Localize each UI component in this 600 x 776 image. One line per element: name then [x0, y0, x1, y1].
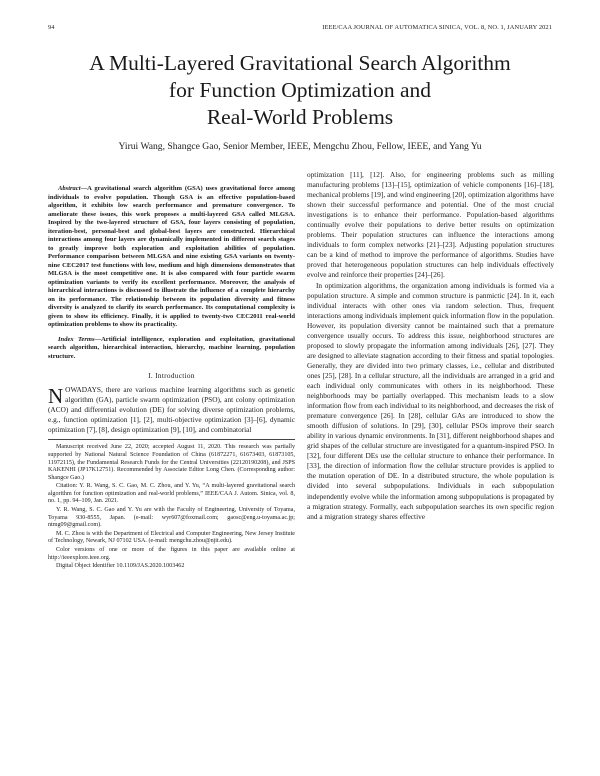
right-column [307, 170, 554, 522]
author-list: Yirui Wang, Shangce Gao, Senior Member, IEEE, Mengchu Zhou, Fellow, IEEE, and Yang Yu [118, 141, 482, 152]
left-column [48, 185, 295, 572]
footnote-color-versions: Color versions of one or more of the figures in this paper are available online at http://ieeexplore.ieee.org. [48, 547, 295, 561]
body-paragraph: In optimization algorithms, the organization among individuals is formed via a population structure. A simple and common structure is panmictic [24]. In it, each individual interacts with other ones via random selection. Thus, frequent interactions among individuals implement quick information flow in the population. However, its population diversity cannot be maintained such that a premature convergence usually occurs. To address this issue, neighborhood structures are proposed to slowly propagate the information among individuals [26], [27]. They are designed to alleviate stagnation according to their fitness and spatial topologies. Generally, they are divided into two primary classes, i.e., cellular and distributed ones [25], [28]. In a cellular structure, all the individuals are arranged in a grid and each individual only communicates with others in its neighborhood. These neighborhoods may be partially overlapped. This mechanism leads to a slow information flow from each individual to its neighborhood, and decreases the risk of premature convergence [26]. In [28], cellular GAs are introduced to show the smooth diffusion of solutions. In [29], [30], cellular PSOs improve their search ability in various dynamic environments. In [31], different neighborhood shapes and grid shapes of the cellular structure are investigated for a quantum-inspired PSO. In [32], four different DEs use the cellular structure to enhance their performance. In [33], the direction of information flow the cellular structure provides is applied to the mutation operation of DE. In a distributed structure, the whole population is divided into several subpopulations. Individuals in each subpopulation independently evolve while the information among subpopulations is propagated by a migration strategy. Formally, each subpopulation searches its own specific region and a migration strategy shares effective [307, 280, 554, 521]
intro-text: there are various machine learning algorithms such as genetic algorithm (GA), particle swarm optimization (PSO), ant colony optimization (ACO) and differential evolution (DE) for solving diverse optimization problems, e.g., function optimization [1], [2], multi-objective optimization [3]–[6], dynamic optimization [7], [8], design optimization [9], [10], and combinatorial [48, 385, 295, 435]
title-line-2: for Function Optimization and [168, 78, 432, 102]
abstract-text: —A gravitational search algorithm (GSA) uses gravitational force among individuals to evolve population. Though GSA is an effective population-based algorithm, it exhibits low search performance and premature convergence. To ameliorate these issues, this work proposes a multi-layered GSA called MLGSA. Inspired by the two-layered structure of GSA, four layers consisting of population, iteration-best, personal-best and global-best layers are constructed. Hierarchical interactions among four layers are dynamically implemented in different search stages to greatly improve both exploration and exploitation abilities of population. Performance comparison between MLGSA and nine existing GSA variants on twenty-nine CEC2017 test functions with low, medium and high dimensions demonstrates that MLGSA is the most competitive one. It is also compared with four particle swarm optimization variants to verify its excellent performance. Moreover, the analysis of hierarchical interactions is discussed to illustrate the influence of a complete hierarchy on its performance. The relationship between its population diversity and fitness diversity is analyzed to clarify its search performance. Its computational complexity is given to show its efficiency. Finally, it is applied to twenty-two CEC2011 real-world optimization problems to show its practicality. [48, 185, 295, 328]
footnote-affiliation-2: M. C. Zhou is with the Department of Electrical and Computer Engineering, New Jersey Institute of Technology, Newark, NJ 07102 USA. (e-mail: mengchu.zhou@njit.edu). [48, 530, 295, 545]
paper-title [40, 50, 560, 131]
abstract-label: Abstract [58, 185, 81, 192]
running-header [48, 24, 552, 36]
footnote-affiliation-1: Y. R. Wang, S. C. Gao and Y. Yu are with the Faculty of Engineering, University of Toyama, Toyama 930-8555, Japan. (e-mail: wyr607@foxmail.com; gaosc@eng.u-toyama.ac.jp; ntmg09@gmail.com). [48, 507, 295, 529]
page-number: 94 [48, 24, 55, 31]
title-line-1: A Multi-Layered Gravitational Search Algorithm [89, 51, 511, 75]
footnote-citation: Citation: Y. R. Wang, S. C. Gao, M. C. Zhou, and Y. Yu, “A multi-layered gravitational search algorithm for function optimization and real-world problems,” IEEE/CAA J. Autom. Sinica, vol. 8, no. 1, pp. 94–109, Jan. 2021. [48, 483, 295, 505]
drop-cap: N [48, 384, 64, 409]
intro-paragraph [48, 385, 295, 435]
index-terms [48, 336, 295, 362]
footnote-rule [48, 439, 295, 440]
index-terms-label: Index Terms [58, 335, 95, 343]
section-heading: I. Introduction [148, 371, 195, 380]
index-terms-text: —Artificial intelligence, exploration and exploitation, gravitational search algorithm, hierarchical interaction, hierarchy, machine learning, population structure. [48, 335, 295, 360]
intro-first-word: OWADAYS, [65, 385, 103, 395]
footnotes [48, 444, 295, 571]
footnote-manuscript: Manuscript received June 22, 2020; accepted August 11, 2020. This research was partially supported by National Natural Science Foundation of China (61872271, 61673403, 61873105, 11972115), the Fundamental Research Funds for the Central Universities (22120190208), and JSPS KAKENHI (JP17K12751). Recommended by Associate Editor Long Chen. (Corresponding author: Shangce Gao.) [48, 444, 295, 481]
body-paragraph: optimization [11], [12]. Also, for engineering problems such as milling manufacturing problems [13]–[15], optimization of vehicle components [16]–[18], mechanical problems [19], and wind engineering [20], optimization algorithms have shown their successful performance and potential. One of the most crucial investigations is to enhance their performance. Population-based algorithms continually evolve their populations to derive better results on optimization problems. Their population structures can influence the interactions among individuals to form complex networks [21]–[23]. Adjusting population structures can be a kind of method to improve the performance of algorithms. Studies have proved that heterogeneous population structures can help individuals effectively evolve and reinforce their properties [24]–[26]. [307, 170, 554, 280]
abstract [48, 185, 295, 330]
footnote-doi: Digital Object Identifier 10.1109/JAS.2020.1003462 [56, 563, 185, 570]
title-line-3: Real-World Problems [206, 105, 394, 129]
journal-header: IEEE/CAA JOURNAL OF AUTOMATICA SINICA, VOL. 8, NO. 1, JANUARY 2021 [322, 24, 552, 31]
